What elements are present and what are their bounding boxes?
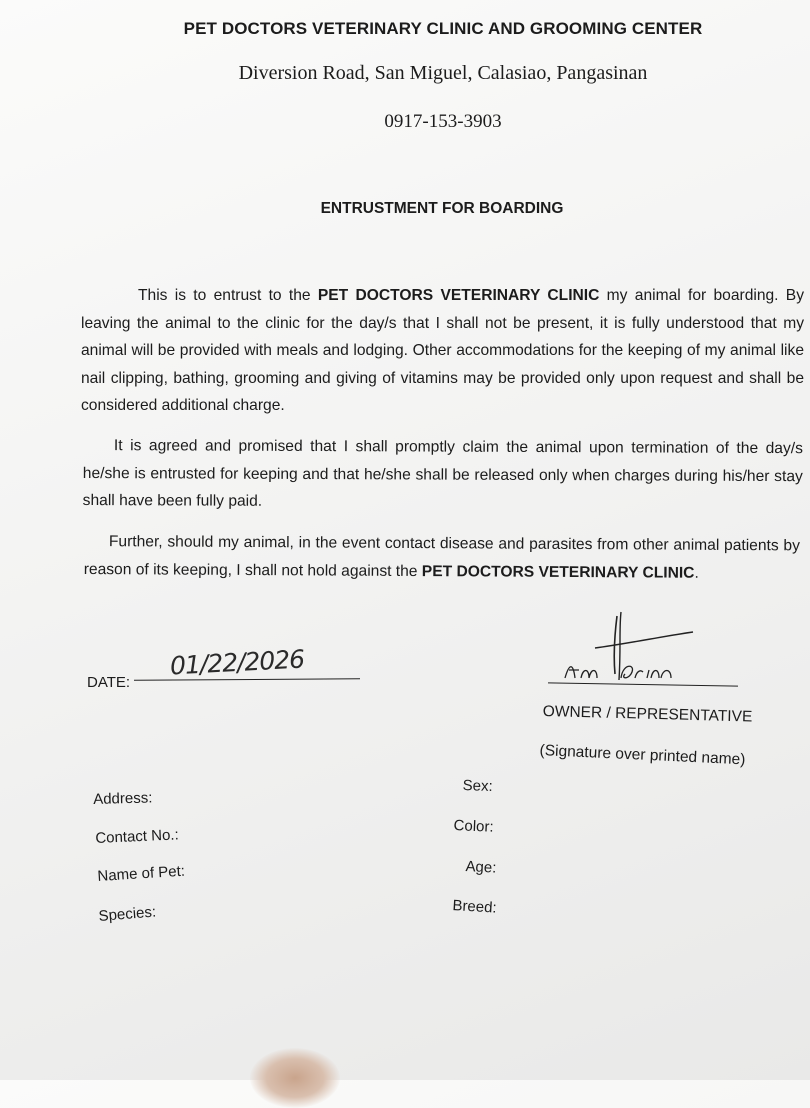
date-label: DATE:: [87, 674, 131, 691]
species-label: Species:: [98, 903, 157, 925]
signature-note: (Signature over printed name): [539, 742, 746, 769]
handwritten-signature: [555, 608, 705, 693]
paragraph-entrust-pre: This is to entrust to the: [138, 287, 318, 304]
paragraph-waiver: [84, 528, 800, 588]
date-underline: [134, 678, 360, 681]
contact-label: Contact No.:: [95, 826, 180, 847]
clinic-name: PET DOCTORS VETERINARY CLINIC AND GROOMING CENTER: [183, 19, 703, 38]
clinic-name-bold: PET DOCTORS VETERINARY CLINIC: [317, 287, 600, 304]
clinic-phone: 0917-153-3903: [384, 111, 502, 132]
age-label: Age:: [465, 858, 497, 877]
pet-name-label: Name of Pet:: [97, 862, 186, 885]
clinic-name-bold-2: PET DOCTORS VETERINARY CLINIC: [421, 562, 695, 582]
address-label: Address:: [93, 789, 153, 808]
sex-label: Sex:: [462, 777, 493, 796]
clinic-address: Diversion Road, San Miguel, Calasiao, Pangasinan: [238, 62, 648, 84]
paragraph-waiver-pre: Further, should my animal, in the event contact disease and parasites from other animal patients by reason of its keeping, I shall not hold against the: [83, 533, 800, 580]
paragraph-agreement: It is agreed and promised that I shall promptly claim the animal upon termination of the day/s he/she is entrusted for keeping and that he/she shall be released only when charges during his/her stay shall have been fully paid.: [82, 437, 803, 510]
document-title: ENTRUSTMENT FOR BOARDING: [320, 200, 564, 217]
breed-label: Breed:: [451, 897, 498, 917]
owner-representative-label: OWNER / REPRESENTATIVE: [542, 703, 753, 726]
color-label: Color:: [453, 817, 494, 836]
date-handwritten: 01/22/2026: [169, 644, 305, 681]
paragraph-entrust-post: my animal for boarding. By leaving the animal to the clinic for the day/s that I shall not be present, it is fully understood that my animal will be provided with meals and lodging. Other accommodations for the keeping of my animal like nail clipping, bathing, grooming and giving of vitamins may be provided only upon request and shall be considered additional charge.: [81, 287, 805, 415]
paragraph-waiver-post: .: [694, 564, 699, 582]
finger-shadow: [250, 1048, 340, 1108]
paragraph-entrust: [81, 282, 804, 420]
